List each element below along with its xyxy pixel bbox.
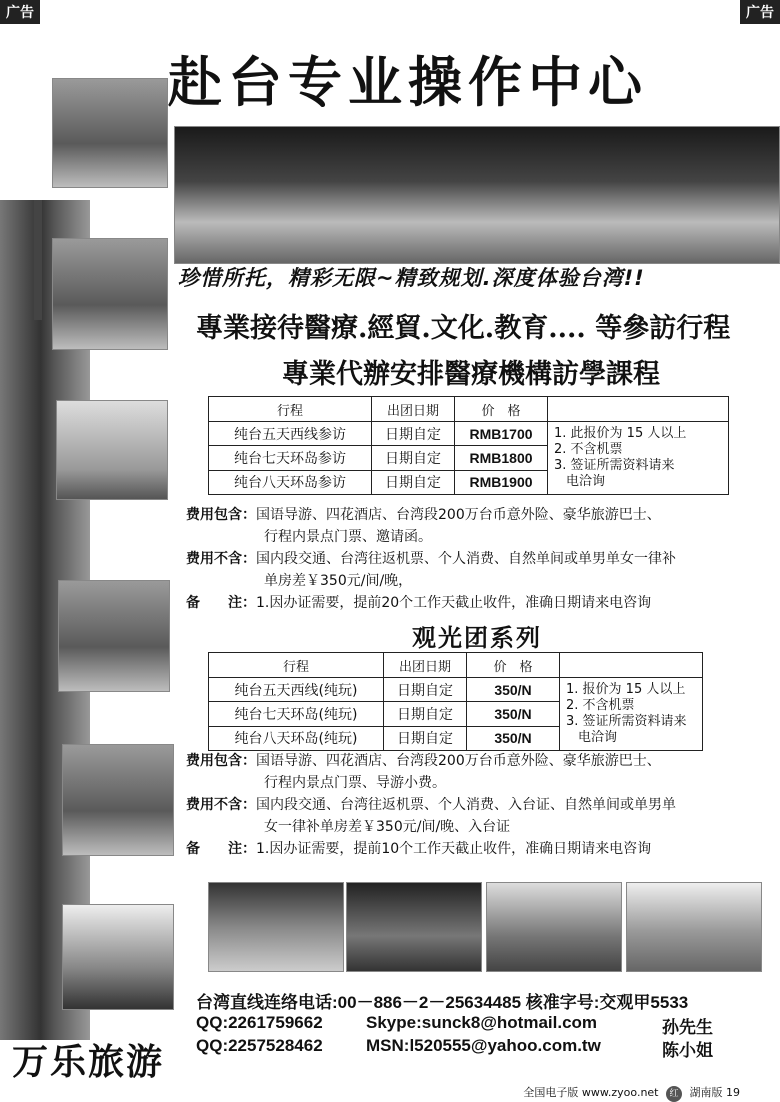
exclude-text: 国内段交通、台湾往返机票、个人消费、自然单间或单男单女一律补 <box>256 551 676 567</box>
itinerary-cell: 纯台七天环岛参访 <box>209 446 372 470</box>
col-price: 价 格 <box>455 397 548 422</box>
sightseeing-notes <box>560 678 703 751</box>
brand-name: 万乐旅游 <box>12 1042 165 1083</box>
itinerary-cell: 纯台五天西线参访 <box>209 422 372 446</box>
note-line: 电洽询 <box>566 474 606 489</box>
price-cell: 350/N <box>467 726 560 750</box>
exclude-label: 费用不含： <box>186 551 256 567</box>
liberty-square-gate-photo <box>174 126 780 264</box>
ad-label-right: 广告 <box>740 0 780 24</box>
tower-spire <box>34 200 42 320</box>
note-line: 电洽询 <box>578 730 618 745</box>
exclude-text: 国内段交通、台湾往返机票、个人消费、入台证、自然单间或单男单 <box>256 797 676 813</box>
contact-skype: Skype:sunck8@hotmail.com <box>366 1013 598 1032</box>
remark-label: 备 注： <box>186 841 256 857</box>
sightseeing-fee-section <box>186 750 766 860</box>
remark-text: 1.因办证需要，提前20个工作天截止收件，准确日期请来电咨询 <box>256 595 652 611</box>
col-itinerary: 行程 <box>209 653 384 678</box>
contact-qq-1: QQ:2261759662 <box>196 1013 323 1032</box>
night-market-photo <box>62 744 174 856</box>
page-title: 赴台专业操作中心 <box>168 51 648 114</box>
business-notes <box>548 422 729 495</box>
ad-label-left: 广告 <box>0 0 40 24</box>
footer-site: 全国电子版 www.zyoo.net <box>523 1086 659 1099</box>
notes-header <box>548 397 729 422</box>
note-line: 1. 报价为 15 人以上 <box>566 682 686 697</box>
price-cell: 350/N <box>467 702 560 726</box>
business-fee-section <box>186 504 766 614</box>
exclude-text: 女一律补单房差￥350元/间/晚、入台证 <box>264 819 511 835</box>
memorial-hall-photo <box>52 78 168 188</box>
table-row <box>209 678 703 702</box>
note-line: 3. 签证所需资料请来 <box>566 714 687 729</box>
note-line: 3. 签证所需资料请来 <box>554 458 675 473</box>
contact-qq-2: QQ:2257528462 <box>196 1036 323 1055</box>
include-text: 行程内景点门票、邀请函。 <box>264 529 432 545</box>
date-cell: 日期自定 <box>372 422 455 446</box>
notes-header <box>560 653 703 678</box>
service-subtitle: 專業接待醫療.經貿.文化.教育.... 等參訪行程 <box>196 313 731 344</box>
note-line: 2. 不含机票 <box>554 442 623 457</box>
include-text: 行程内景点门票、导游小费。 <box>264 775 446 791</box>
itinerary-cell: 纯台五天西线(纯玩) <box>209 678 384 702</box>
date-cell: 日期自定 <box>384 726 467 750</box>
itinerary-cell: 纯台八天环岛(纯玩) <box>209 726 384 750</box>
ship-photo <box>56 400 168 500</box>
note-line: 2. 不含机票 <box>566 698 635 713</box>
medical-subtitle: 專業代辦安排醫療機構訪學課程 <box>282 359 660 390</box>
skyline-photo <box>346 882 482 972</box>
honor-guard-photo <box>58 580 170 692</box>
col-date: 出团日期 <box>384 653 467 678</box>
remark-label: 备 注： <box>186 595 256 611</box>
itinerary-cell: 纯台八天环岛参访 <box>209 470 372 494</box>
coast-photo <box>486 882 622 972</box>
lake-photo <box>62 904 174 1010</box>
price-cell: RMB1800 <box>455 446 548 470</box>
include-label: 费用包含： <box>186 753 256 769</box>
business-tour-table <box>208 396 729 495</box>
col-price: 价 格 <box>467 653 560 678</box>
slogan-banner: 珍惜所托，精彩无限~精致规划.深度体验台湾!! <box>178 266 645 290</box>
note-line: 1. 此报价为 15 人以上 <box>554 426 687 441</box>
date-cell: 日期自定 <box>372 446 455 470</box>
itinerary-cell: 纯台七天环岛(纯玩) <box>209 702 384 726</box>
date-cell: 日期自定 <box>384 702 467 726</box>
contact-phone: 台湾直线连络电话:00－886－2－25634485 核准字号:交观甲5533 <box>196 993 689 1012</box>
sightseeing-title: 观光团系列 <box>412 624 542 652</box>
contact-name-2: 陈小姐 <box>662 1041 713 1060</box>
include-text: 国语导游、四花酒店、台湾段200万台币意外险、豪华旅游巴士、 <box>256 507 661 523</box>
flower-photo <box>208 882 344 972</box>
price-cell: RMB1900 <box>455 470 548 494</box>
contact-name-1: 孙先生 <box>662 1018 713 1037</box>
date-cell: 日期自定 <box>384 678 467 702</box>
contact-msn: MSN:l520555@yahoo.com.tw <box>366 1036 601 1055</box>
date-cell: 日期自定 <box>372 470 455 494</box>
price-cell: RMB1700 <box>455 422 548 446</box>
exclude-text: 单房差￥350元/间/晚， <box>264 573 413 589</box>
pagoda-photo <box>52 238 168 350</box>
page-footer <box>523 1084 740 1102</box>
sightseeing-tour-table <box>208 652 703 751</box>
include-text: 国语导游、四花酒店、台湾段200万台币意外险、豪华旅游巴士、 <box>256 753 661 769</box>
gate-photo <box>626 882 762 972</box>
col-itinerary: 行程 <box>209 397 372 422</box>
col-date: 出团日期 <box>372 397 455 422</box>
price-cell: 350/N <box>467 678 560 702</box>
table-row <box>209 422 729 446</box>
include-label: 费用包含： <box>186 507 256 523</box>
footer-badge-icon: 红 <box>666 1086 682 1102</box>
footer-edition: 湖南版 19 <box>689 1086 740 1099</box>
exclude-label: 费用不含： <box>186 797 256 813</box>
remark-text: 1.因办证需要，提前10个工作天截止收件，准确日期请来电咨询 <box>256 841 652 857</box>
